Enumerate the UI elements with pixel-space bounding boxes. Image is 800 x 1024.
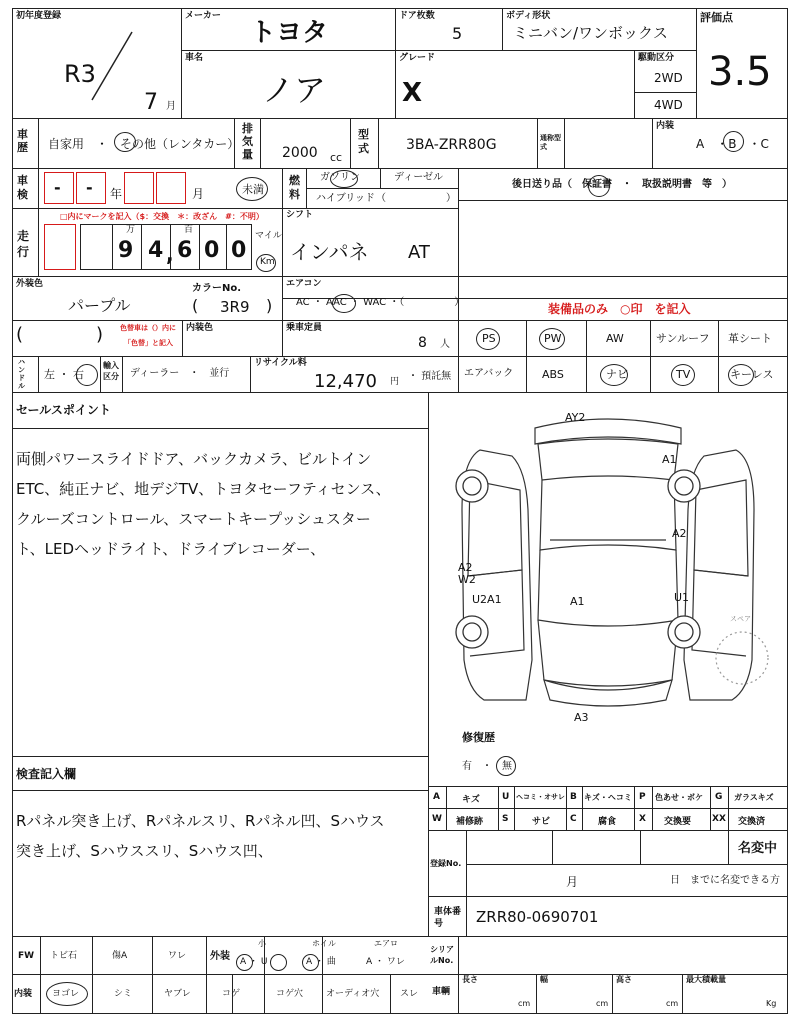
grade-label: グレード (399, 53, 436, 63)
mileage-digit-1: 9 (118, 238, 134, 263)
color-no-close: ) (266, 296, 273, 315)
body-type: ミニバン/ワンボックス (513, 24, 668, 42)
serial-label: シリアルNo. (430, 945, 454, 965)
ext-aero: A ・ ワレ (366, 957, 405, 967)
int-burn: コゲ (222, 989, 241, 999)
shift-type: AT (408, 242, 430, 263)
registration-day-note: 日 までに名変できる方 (670, 875, 780, 886)
sales-label: セールスポイント (16, 403, 111, 417)
legend-code: G (715, 792, 723, 802)
color-change-close: ) (96, 324, 104, 345)
exterior-label: 外装色 (16, 279, 44, 289)
mileage-unit-100: 百 (184, 225, 194, 235)
pw-circle (539, 328, 565, 350)
navi-circle (600, 364, 628, 386)
ext-small-u-circle (270, 954, 287, 971)
color-change-note-1: 色替車は（）内に (120, 324, 176, 332)
equip-ps: PS (482, 332, 496, 345)
aircon: AC ・ AAC ・ WAC ・（ ） (296, 297, 465, 308)
name-change: 名変中 (738, 841, 778, 856)
legend-desc: 交換要 (664, 817, 692, 827)
equip-airbag: エアバック (464, 368, 514, 379)
doors: 5 (452, 24, 463, 43)
common-model-label: 通称型式 (540, 134, 561, 151)
height-label: 高さ (616, 975, 632, 984)
handle-label: ハンドル (18, 358, 25, 390)
load-unit: Kg (766, 999, 777, 1008)
registration-month: 月 (566, 875, 579, 889)
int-tear: ヤブレ (164, 989, 191, 999)
mileage-digit-5: 0 (231, 238, 247, 263)
color-no: 3R9 (220, 298, 250, 316)
handle: 左 ・ 右 (44, 368, 84, 381)
interior-label: 内装 (656, 121, 675, 131)
inspection-notes-text (16, 806, 426, 866)
maker-label: メーカー (185, 11, 221, 21)
legend-desc: 交換済 (738, 817, 766, 827)
sales-line: 両側パワースライドドア、バックカメラ、ビルトイン (16, 450, 372, 468)
ext-wheel-label: ホイル (312, 939, 336, 948)
fuel-hybrid: ハイブリッド (316, 193, 375, 204)
recycle-yen: 円 (390, 377, 400, 387)
legend-code: B (570, 792, 577, 802)
fuel-label: 燃料 (289, 174, 300, 201)
documents: 後日送り品（ 保証書 ・ 取扱説明書 等 ） (512, 179, 732, 190)
mileage-label: 走行 (17, 229, 30, 259)
mileage-note: □内にマークを記入（$：交換 ＊：改ざん #：不明） (60, 212, 264, 221)
legend-desc: キズ・ヘコミ (584, 793, 632, 802)
inspection-box-3 (124, 172, 154, 204)
grade: X (402, 78, 423, 108)
sales-line: ト、LEDヘッドライト、ドライブレコーダー、 (16, 540, 326, 558)
ext-small-label: 小 (258, 939, 266, 948)
inspection-line: 突き上げ、Sハウススリ、Sハウス凹、 (16, 842, 273, 860)
chassis-number: ZRR80-0690701 (476, 908, 599, 926)
damage-a1-center: A1 (570, 595, 585, 608)
inspection-year-unit: 年 (110, 187, 123, 201)
ext-wheel-a-circle (302, 954, 319, 971)
handle-circle (76, 364, 98, 386)
damage-w2-left: W2 (458, 573, 476, 586)
legend-code: X (639, 814, 646, 824)
height-unit: cm (666, 999, 679, 1008)
history-circle (114, 132, 136, 152)
equip-keyless: キーレス (730, 368, 774, 381)
gasoline-circle (330, 170, 358, 188)
damage-u2a1: U2A1 (472, 593, 502, 606)
drive-label: 駆動区分 (638, 53, 675, 63)
legend-code: XX (712, 814, 726, 824)
equip-aw: AW (606, 332, 624, 345)
recycle-fee: 12,470 (314, 371, 377, 392)
shift: インパネ (290, 240, 369, 264)
color-no-open: ( (192, 296, 199, 315)
legend-code: P (639, 792, 646, 802)
recycle-label: リサイクル料 (254, 358, 307, 368)
legend-code: A (433, 792, 440, 802)
fuel-other: （ ） (376, 193, 456, 204)
reg-era: R3 (64, 60, 96, 88)
inspection-dash-1: - (54, 178, 61, 197)
dirt-circle (46, 982, 88, 1006)
car-name: ノア (262, 71, 327, 109)
legend-code: S (502, 814, 509, 824)
mileage-mile: マイル (255, 231, 282, 241)
legend-desc: キズ (462, 795, 480, 805)
ext-small-a-circle (236, 954, 253, 971)
equipment-header: 装備品のみ ○印 を記入 (548, 302, 691, 316)
interior-color-label: 内装色 (186, 323, 214, 333)
drive-4wd: 4WD (654, 98, 683, 112)
damage-a2-right: A2 (672, 527, 687, 540)
registration-label: 登録No. (430, 859, 462, 868)
aac-circle (332, 294, 356, 313)
interior-grades: A ・B ・C (696, 137, 769, 151)
repair-value: 有 ・ 無 (462, 761, 512, 772)
maker: トヨタ (250, 18, 329, 48)
int-burn-hole: コゲ穴 (276, 989, 304, 999)
tv-circle (671, 364, 695, 386)
sales-line: ETC、純正ナビ、地デジTV、トヨタセーフティセンス、 (16, 480, 391, 498)
inspection-month-unit: 月 (192, 187, 205, 201)
int-wear: スレ (400, 989, 419, 999)
import-label: 輸入区分 (103, 361, 119, 381)
repair-label: 修復歴 (462, 731, 495, 744)
inspection-label: 車検 (17, 174, 28, 201)
mileage-digit-4: 0 (204, 238, 220, 263)
aircon-label: エアコン (286, 279, 322, 289)
mileage-digit-3: 6 (177, 238, 193, 263)
damage-a2-left: A2 (458, 561, 473, 574)
body-label: ボディ形状 (506, 11, 551, 21)
int-audio-hole: オーディオ穴 (326, 989, 380, 999)
capacity-label: 乗車定員 (286, 323, 323, 333)
mileage-box-extra (44, 224, 76, 270)
shift-label: シフト (286, 210, 314, 220)
width-label: 幅 (540, 975, 548, 984)
legend-desc: ヘコミ・オサレ (516, 793, 565, 801)
capacity-unit: 人 (440, 339, 450, 350)
color-change-open: ( (16, 324, 24, 345)
equip-sunroof: サンルーフ (656, 332, 710, 345)
int-stain: シミ (114, 989, 133, 999)
inspection-notes-label: 検査記入欄 (16, 767, 77, 781)
damage-ay2: AY2 (565, 411, 586, 424)
car-damage-diagram (440, 400, 780, 730)
documents-circle (588, 175, 610, 197)
load-label: 最大積載量 (686, 975, 726, 984)
equip-abs: ABS (542, 368, 564, 381)
fuel-gasoline: ガソリン (320, 172, 360, 183)
ext-aero-label: エアロ (374, 939, 398, 948)
legend-code: W (432, 814, 442, 824)
score: 3.5 (708, 49, 772, 95)
displacement-label: 排気量 (242, 122, 253, 161)
fw-label: FW (18, 951, 35, 961)
mileage-digit-2: 4 (148, 238, 164, 263)
legend-desc: サビ (532, 817, 551, 827)
spare-label: スペア (730, 615, 751, 623)
legend-desc: 色あせ・ボケ (655, 793, 703, 802)
inspection-box-4 (156, 172, 186, 204)
mileage-comma: , (166, 242, 174, 266)
reg-slash (88, 30, 138, 104)
repair-none-circle (496, 756, 516, 776)
equip-leather: 革シート (728, 332, 772, 345)
car-name-label: 車名 (185, 53, 204, 63)
ext-wheel: A ・ 曲 (306, 957, 336, 967)
legend-desc: 補修跡 (456, 817, 484, 827)
equip-navi: ナビ (606, 368, 628, 381)
fw-chip: トビ石 (50, 951, 78, 961)
legend-code: C (570, 814, 577, 824)
reg-year-label: 初年度登録 (16, 11, 62, 21)
import: ディーラー ・ 並行 (130, 368, 230, 379)
equip-pw: PW (544, 332, 562, 345)
inspection-line: Rパネル突き上げ、Rパネルスリ、Rパネル凹、Sハウス (16, 812, 385, 830)
fw-crack: ワレ (168, 951, 187, 961)
equip-tv: TV (676, 368, 691, 381)
legend-desc: 腐食 (598, 817, 617, 827)
cc-unit: cc (330, 151, 343, 164)
displacement: 2000 (282, 145, 318, 161)
drive-2wd: 2WD (654, 71, 683, 85)
exterior-color: パープル (68, 296, 131, 315)
int-dirt: ヨゴレ (52, 989, 80, 999)
legend-code: U (502, 792, 510, 802)
fuel-diesel: ディーゼル (394, 172, 443, 183)
damage-a3: A3 (574, 711, 589, 724)
mileage-unit-10k: 万 (126, 225, 136, 235)
length-label: 長さ (462, 975, 478, 984)
width-unit: cm (596, 999, 609, 1008)
color-change-note-2: 「色替」と記入 (124, 339, 173, 347)
color-no-label: カラーNo. (192, 283, 242, 294)
model-label: 型式 (358, 128, 369, 155)
fw-scratch: 傷A (112, 951, 128, 961)
capacity: 8 (418, 335, 427, 351)
damage-u1: U1 (674, 591, 690, 604)
history-label: 車歴 (17, 128, 28, 154)
model: 3BA-ZRR80G (406, 137, 497, 153)
km-circle (256, 254, 276, 272)
reg-month-unit: 月 (166, 101, 176, 112)
history: 自家用 ・ その他（レンタカー） (48, 137, 240, 151)
sales-line: クルーズコントロール、スマートキープッシュスター (16, 510, 371, 528)
recycle-deposit: ・ 預託無 (408, 371, 452, 382)
ext-small: A ・ U (240, 957, 268, 967)
inspection-dash-2: - (86, 178, 93, 197)
reg-month: 7 (144, 90, 158, 115)
int-label: 内装 (14, 989, 33, 999)
inspection-unreg: 未満 (242, 183, 264, 196)
length-unit: cm (518, 999, 531, 1008)
damage-a1-right: A1 (662, 453, 677, 466)
keyless-circle (728, 364, 754, 386)
ps-circle (476, 328, 500, 350)
sales-text (16, 444, 426, 564)
size-label: 車輌 (432, 987, 451, 997)
ext-label: 外装 (210, 951, 230, 962)
interior-grade-circle (723, 131, 744, 152)
legend-desc: ガラスキズ (734, 793, 774, 802)
unreg-circle (236, 177, 268, 201)
chassis-label: 車体番号 (434, 907, 462, 929)
mileage-km: Km (260, 257, 275, 267)
doors-label: ドア枚数 (399, 11, 435, 21)
score-label: 評価点 (700, 11, 733, 24)
